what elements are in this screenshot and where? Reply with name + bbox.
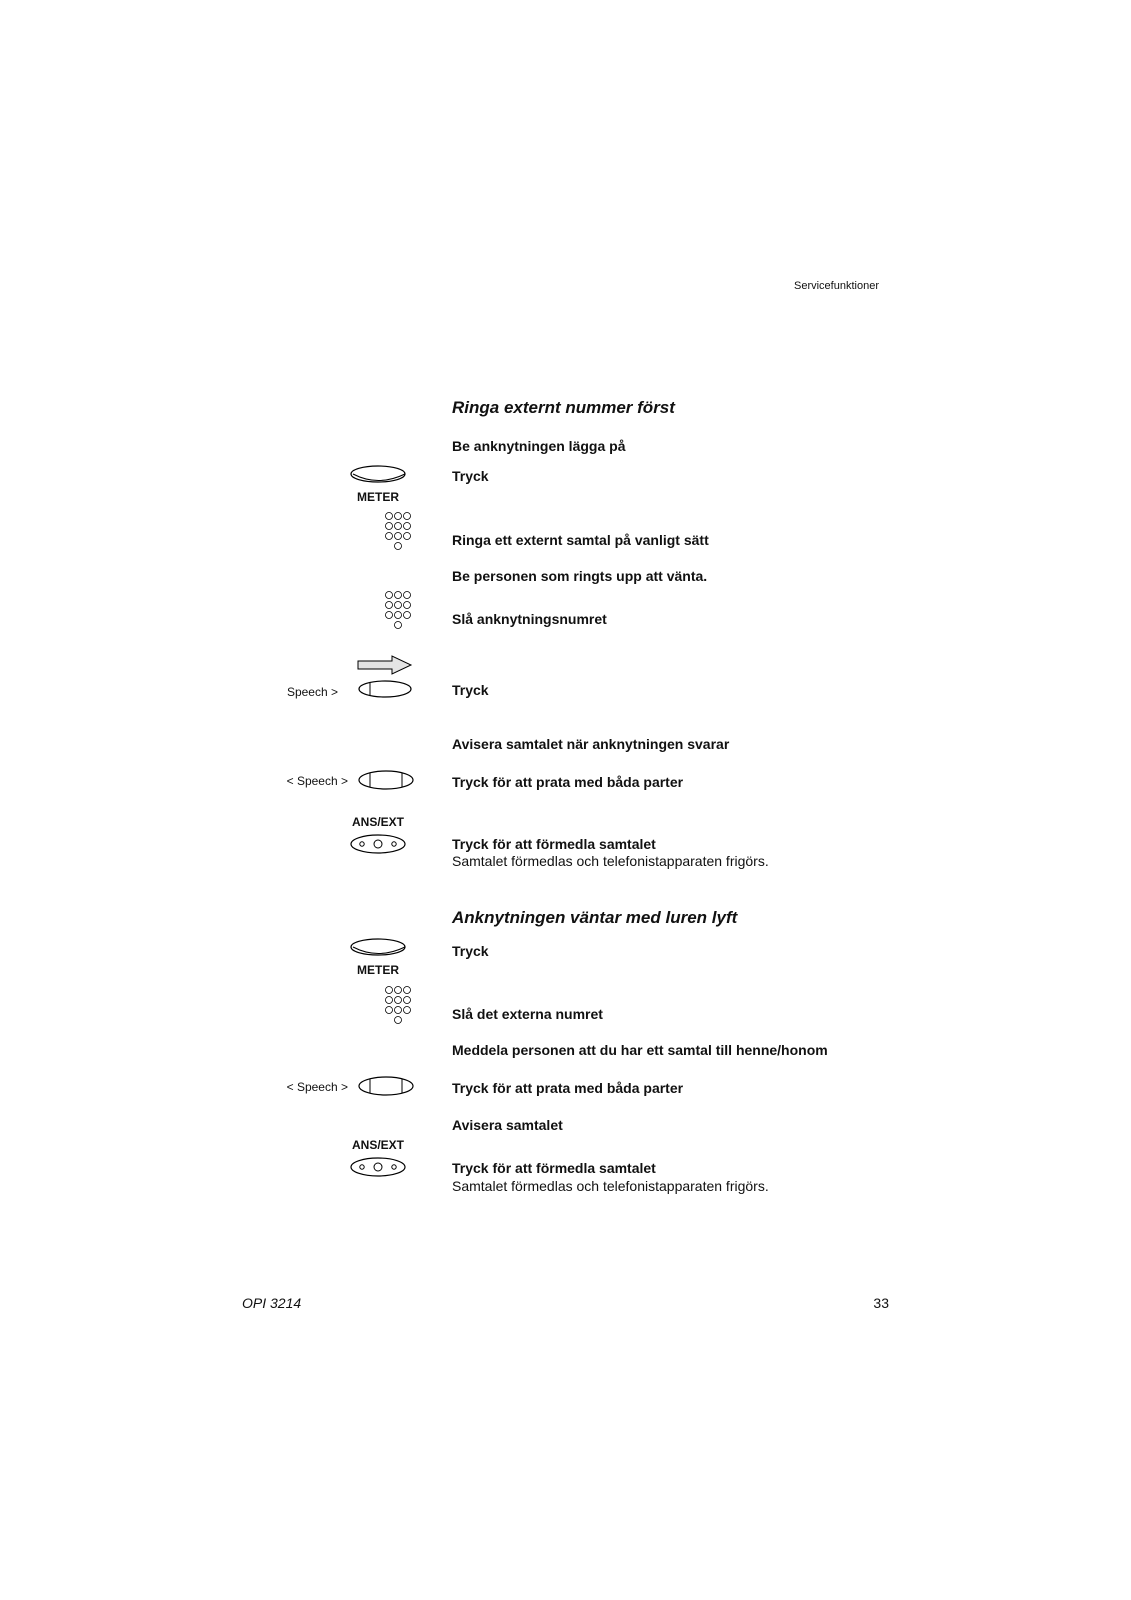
arrow-right-icon — [356, 655, 414, 677]
meter-key-icon — [350, 465, 410, 487]
step-text: Tryck för att förmedla samtalet — [452, 1160, 656, 1176]
speech-key-side-label: < Speech > — [286, 1080, 348, 1094]
step-note: Samtalet förmedlas och telefonistapparaten frigörs. — [452, 853, 769, 869]
ans-ext-key-label: ANS/EXT — [351, 815, 404, 829]
speech-key-icon — [358, 1076, 416, 1098]
section-title-2: Anknytningen väntar med luren lyft — [452, 908, 738, 927]
step-text: Tryck — [452, 943, 489, 959]
step-text: Tryck för att prata med båda parter — [452, 1080, 684, 1096]
step-note: Samtalet förmedlas och telefonistapparaten frigörs. — [452, 1178, 769, 1194]
step-text: Be personen som ringts upp att vänta. — [452, 568, 708, 584]
meter-key-label: METER — [357, 963, 399, 977]
speech-key-icon — [358, 680, 414, 700]
footer-page-number: 33 — [873, 1295, 889, 1311]
step-text: Tryck — [452, 468, 489, 484]
step-text: Slå det externa numret — [452, 1006, 603, 1022]
step-text: Avisera samtalet — [452, 1117, 563, 1133]
step-text: Meddela personen att du har ett samtal till henne/honom — [452, 1042, 828, 1058]
step-text: Be anknytningen lägga på — [452, 438, 626, 454]
ans-ext-key-icon — [350, 834, 410, 856]
keypad-icon — [385, 591, 415, 633]
step-text: Slå anknytningsnumret — [452, 611, 607, 627]
step-text: Tryck för att prata med båda parter — [452, 774, 684, 790]
running-header: Servicefunktioner — [794, 280, 879, 292]
step-text: Avisera samtalet när anknytningen svarar — [452, 736, 730, 752]
meter-key-icon — [350, 938, 410, 960]
ans-ext-key-icon — [350, 1157, 410, 1179]
step-text: Ringa ett externt samtal på vanligt sätt — [452, 532, 709, 548]
keypad-icon — [385, 986, 415, 1028]
section-title-1: Ringa externt nummer först — [452, 398, 675, 417]
speech-key-side-label: < Speech > — [286, 774, 348, 788]
speech-key-icon — [358, 770, 416, 792]
speech-key-side-label: Speech > — [286, 685, 338, 699]
footer-document-name: OPI 3214 — [242, 1295, 302, 1311]
ans-ext-key-label: ANS/EXT — [351, 1138, 404, 1152]
keypad-icon — [385, 512, 415, 554]
meter-key-label: METER — [357, 490, 399, 504]
step-text: Tryck för att förmedla samtalet — [452, 836, 656, 852]
step-text: Tryck — [452, 682, 489, 698]
